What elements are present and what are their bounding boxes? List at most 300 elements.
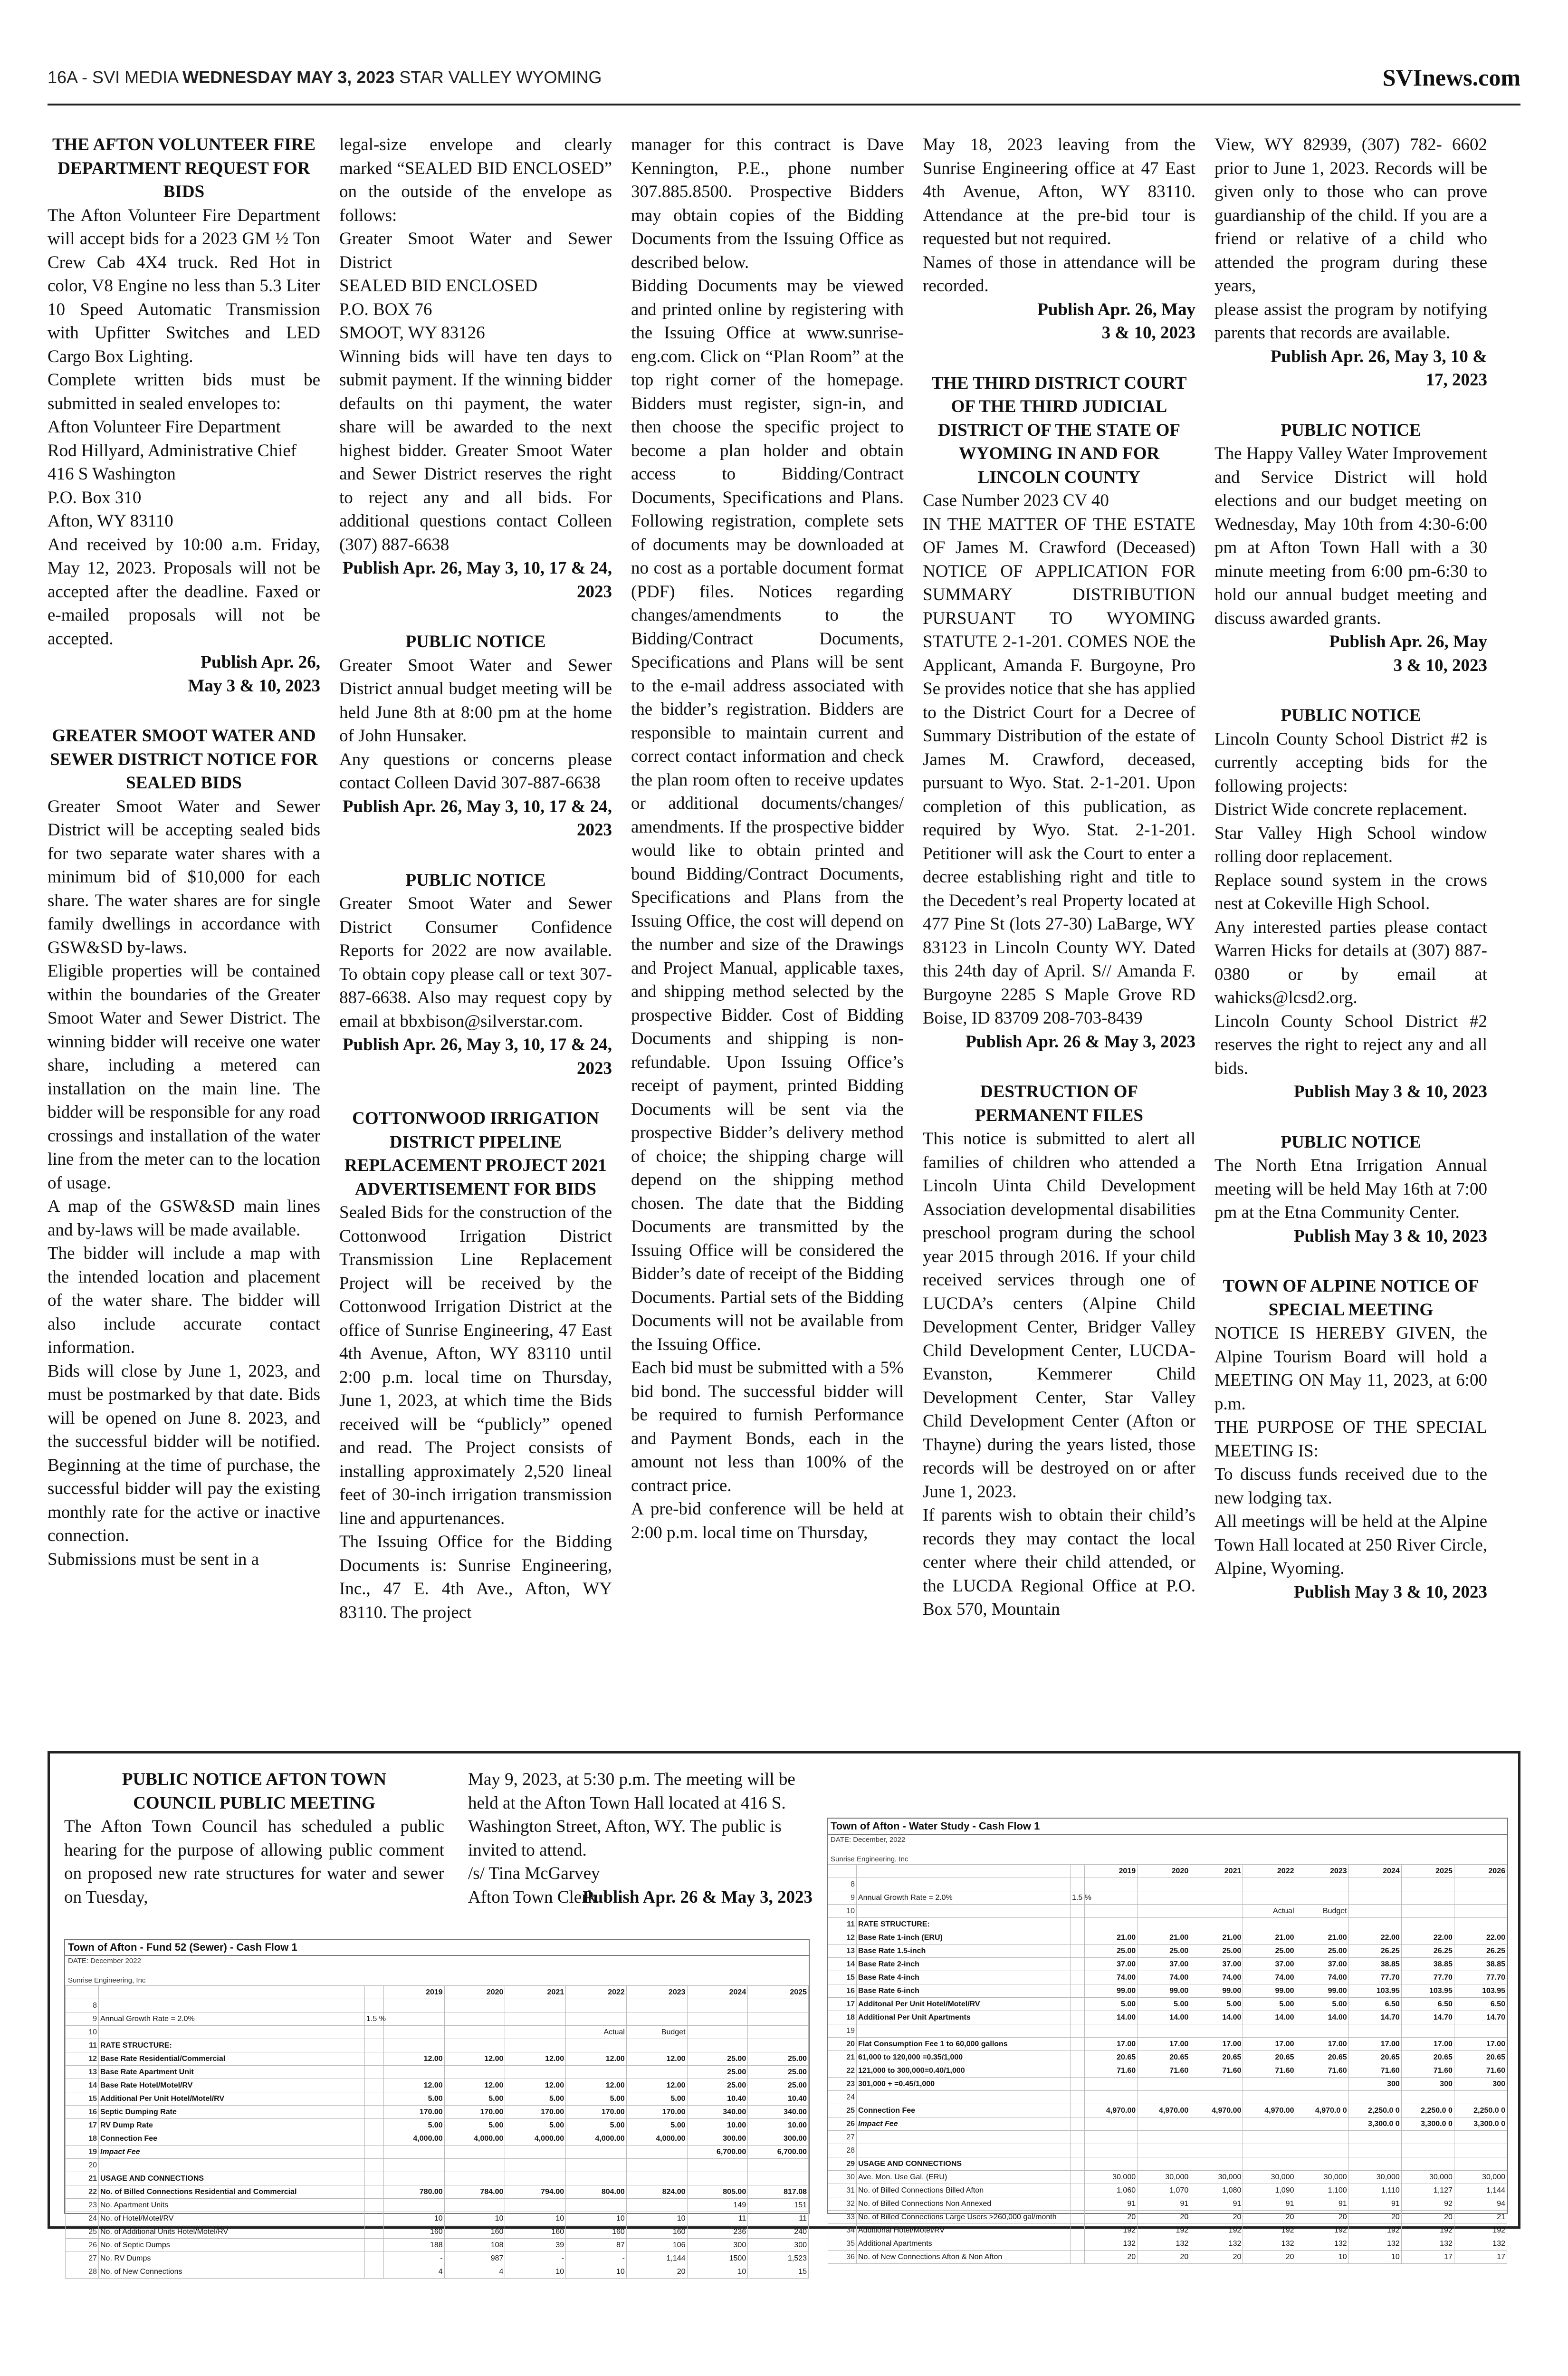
table-cell: [505, 2039, 566, 2052]
table-cell: 170.00: [384, 2106, 445, 2119]
table-cell: 6.50: [1401, 1998, 1454, 2011]
table-cell: 14.00: [1243, 2011, 1296, 2024]
notice-title: PUBLIC NOTICE: [1281, 706, 1421, 725]
row-number: 26: [828, 2117, 857, 2131]
row-label: Connection Fee: [99, 2132, 365, 2146]
row-label: [99, 2159, 365, 2172]
table-cell: [1190, 2024, 1243, 2038]
table-cell: 2,250.0 0: [1401, 2104, 1454, 2117]
row-label: [857, 1878, 1071, 1891]
table-cell: 170.00: [444, 2106, 505, 2119]
table-cell: [748, 2026, 809, 2039]
row-number: 8: [66, 1999, 99, 2012]
publish-line: Publish Apr. 26, May 3, 10, 17 & 24, 2023: [342, 796, 612, 840]
table-cell: 12.00: [444, 2052, 505, 2066]
table-cell: 4,970.00: [1138, 2104, 1190, 2117]
table-cell: 1,060: [1085, 2184, 1138, 2197]
notice-text: SEALED BID ENCLOSED: [339, 276, 538, 296]
table-cell: 10: [1296, 2251, 1348, 2264]
notice-text: The North Etna Irrigation Annual meeting will be held May 16th at 7:00 pm at the Etna Community Center.: [1214, 1156, 1487, 1222]
row-label: [857, 2091, 1071, 2104]
notice-title: COTTONWOOD IRRIGATION DISTRICT PIPELINE REPLACEMENT PROJECT 2021 ADVERTISEMENT FOR BIDS: [344, 1109, 607, 1199]
table-date: DATE: December, 2022: [831, 1836, 906, 1844]
table-cell: [748, 2159, 809, 2172]
row-label: RV Dump Rate: [99, 2119, 365, 2132]
notice-title: TOWN OF ALPINE NOTICE OF SPECIAL MEETING: [1223, 1276, 1479, 1320]
table-cell: 20.65: [1243, 2051, 1296, 2064]
table-cell: 38.85: [1401, 1958, 1454, 1971]
header-site[interactable]: SVInews.com: [1382, 64, 1520, 91]
table-cell: 794.00: [505, 2185, 566, 2199]
table-cell: Budget: [626, 2026, 687, 2039]
row-number: 28: [828, 2144, 857, 2157]
row-label: Additional Per Unit Apartments: [857, 2011, 1071, 2024]
table-cell: 14.00: [1190, 2011, 1243, 2024]
table-cell: [1085, 2117, 1138, 2131]
row-number: 25: [66, 2225, 99, 2239]
table-cell: 30,000: [1243, 2171, 1296, 2184]
table-cell: 17: [1401, 2251, 1454, 2264]
notice-text: A map of the GSW&SD main lines and by-laws will be made available.: [48, 1197, 320, 1240]
table-cell: 14.00: [1138, 2011, 1190, 2024]
row-label: RATE STRUCTURE:: [857, 1918, 1071, 1931]
table-cell: [505, 2159, 566, 2172]
table-cell: 12.00: [566, 2079, 627, 2092]
table-cell: 30,000: [1348, 2171, 1401, 2184]
table-cell: 240: [748, 2225, 809, 2239]
notice-text: To discuss funds received due to the new lodging tax.: [1214, 1465, 1487, 1508]
table-cell: 17.00: [1190, 2038, 1243, 2051]
table-cell: 26.25: [1454, 1945, 1507, 1958]
table-cell: 30,000: [1138, 2171, 1190, 2184]
table-cell: 300.00: [687, 2132, 748, 2146]
row-number: 19: [66, 2146, 99, 2159]
table-cell: 170.00: [566, 2106, 627, 2119]
notice-text: Eligible properties will be contained within the boundaries of the Greater Smoot Water and Sewer District. The winning bidder will receive one water share, including a metered can installation on the main line. The bidder will be responsible for any road crossings and installation of the water line from the meter can to the location of usage.: [48, 961, 320, 1193]
afton-notice-continued: [468, 1768, 813, 1909]
table-cell: [1401, 1878, 1454, 1891]
row-label: Connection Fee: [857, 2104, 1071, 2117]
notice-text: Any interested parties please contact Warren Hicks for details at (307) 887-0380 or by email at wahicks@lcsd2.org.: [1214, 917, 1487, 1007]
notice-text: legal-size envelope and clearly marked “SEALED BID ENCLOSED” on the outside of the envelope as follows:: [339, 135, 612, 225]
water-table-grid: [828, 1864, 1507, 2264]
table-cell: [1348, 2024, 1401, 2038]
publish-line: Publish Apr. 26, May 3 & 10, 2023: [1329, 632, 1487, 675]
table-cell: [1401, 1905, 1454, 1918]
table-cell: 25.00: [1190, 1945, 1243, 1958]
row-label: No. of Billed Connections Residential and Commercial: [99, 2185, 365, 2199]
table-company: Sunrise Engineering, Inc: [68, 1976, 146, 1984]
table-cell: [444, 2026, 505, 2039]
table-cell: [444, 2146, 505, 2159]
table-cell: [444, 1999, 505, 2012]
year-header: 2024: [687, 1986, 748, 1999]
notice-title: PUBLIC NOTICE: [405, 632, 546, 651]
table-row: [828, 2184, 1507, 2197]
table-cell: 21.00: [1243, 1931, 1296, 1945]
table-cell: 6,700.00: [748, 2146, 809, 2159]
table-cell: 3,300.0 0: [1454, 2117, 1507, 2131]
table-cell: 160: [505, 2225, 566, 2239]
table-cell: 12.00: [626, 2052, 687, 2066]
table-cell: 108: [444, 2239, 505, 2252]
notice-text: This notice is submitted to alert all families of children who attended a Lincoln Uinta Child Development Association developmental disabilities preschool program during the school year 2015 through 2016. If your child received services through one of LUCDA’s centers (Alpine Child Development Center, Bridger Valley Child Development Center, LUCDA-Evanston, Kemmerer Child Development Center, Star Valley Child Development Center (Afton or Thayne) during the years listed, those records will be destroyed on or after June 1, 2023.: [923, 1129, 1195, 1502]
notice-text: Names of those in attendance will be recorded.: [923, 252, 1195, 296]
table-cell: 71.60: [1243, 2064, 1296, 2078]
notice-text: The Happy Valley Water Improvement and Service District will hold elections and our budget meeting on Wednesday, May 10th from 4:30-6:00 pm at Afton Town Hall with a 30 minute meeting from 6:00 pm-6:30 to hold our annual budget meeting and discuss awarded grants.: [1214, 444, 1487, 628]
table-cell: [626, 2039, 687, 2052]
table-cell: [1243, 1918, 1296, 1931]
table-cell: [1085, 2131, 1138, 2144]
table-header-row: [66, 1986, 809, 1999]
table-cell: 17.00: [1138, 2038, 1190, 2051]
table-cell: 987: [444, 2252, 505, 2265]
table-cell: 21.00: [1138, 1931, 1190, 1945]
table-cell: [1138, 1905, 1190, 1918]
table-cell: 20.65: [1296, 2051, 1348, 2064]
table-cell: 20: [1296, 2211, 1348, 2224]
table-row: [66, 2185, 809, 2199]
row-label: 301,000 + =0.45/1,000: [857, 2078, 1071, 2091]
table-cell: 300: [687, 2239, 748, 2252]
table-cell: 192: [1190, 2224, 1243, 2237]
table-cell: [1085, 1891, 1138, 1905]
table-cell: Actual: [1243, 1905, 1296, 1918]
table-cell: -: [566, 2252, 627, 2265]
table-cell: 1,110: [1348, 2184, 1401, 2197]
row-number: 19: [828, 2024, 857, 2038]
table-cell: [1401, 2157, 1454, 2171]
notice-text: 416 S Washington: [48, 464, 176, 484]
table-cell: 25.00: [687, 2066, 748, 2079]
notice-text: Any questions or concerns please contact Colleen David 307-887-6638: [339, 749, 612, 793]
notice-text: IN THE MATTER OF THE ESTATE OF James M. Crawford (Deceased) NOTICE OF APPLICATION FOR SUMMARY DISTRIBUTION PURSUANT TO WYOMING STATUTE 2-1-201. COMES NOE the Applicant, Amanda F. Burgoyne, Pro Se provides notice that she has applied to the District Court for a Decree of Summary Distribution of the estate of James M. Crawford, deceased, pursuant to Wyo. Stat. 2-1-201. Upon completion of this publication, as required by Wyo. Stat. 2-1-201. Petitioner will ask the Court to enter a decree establishing right and title to the Decedent’s real Property located at 477 Pine St (lots 27-30) LaBarge, WY 83123 in Lincoln County WY. Dated this 24th day of April. S// Amanda F. Burgoyne 2285 S Maple Grove RD Boise, ID 83709 208-703-8439: [923, 514, 1195, 1028]
table-row: [828, 1905, 1507, 1918]
table-cell: 10: [687, 2265, 748, 2279]
notice-text: Afton Town Clerk: [468, 1887, 597, 1907]
table-cell: 192: [1243, 2224, 1296, 2237]
table-cell: 25.00: [687, 2079, 748, 2092]
table-cell: 5.00: [1190, 1998, 1243, 2011]
notice-text: P.O. Box 310: [48, 488, 142, 508]
afton-notice-box: [48, 1751, 1520, 2276]
table-cell: 4,970.0 0: [1296, 2104, 1348, 2117]
table-cell: [444, 2012, 505, 2026]
row-number: 21: [66, 2172, 99, 2185]
table-cell: [1296, 2131, 1348, 2144]
row-number: 34: [828, 2224, 857, 2237]
row-label: No. of Additional Units Hotel/Motel/RV: [99, 2225, 365, 2239]
table-cell: [1296, 2117, 1348, 2131]
table-cell: [1085, 2091, 1138, 2104]
table-cell: 20: [626, 2265, 687, 2279]
row-number: 22: [66, 2185, 99, 2199]
table-cell: 10.00: [687, 2119, 748, 2132]
table-cell: 1,100: [1296, 2184, 1348, 2197]
table-cell: 3,300.0 0: [1401, 2117, 1454, 2131]
table-cell: 170.00: [626, 2106, 687, 2119]
table-cell: 5.00: [1085, 1998, 1138, 2011]
table-cell: 132: [1348, 2237, 1401, 2251]
table-cell: [1190, 2117, 1243, 2131]
table-cell: 77.70: [1348, 1971, 1401, 1984]
table-cell: 5.00: [505, 2119, 566, 2132]
row-number: 13: [828, 1945, 857, 1958]
table-cell: [1401, 2131, 1454, 2144]
row-label: Additional Apartments: [857, 2237, 1071, 2251]
table-cell: 74.00: [1296, 1971, 1348, 1984]
row-number: 14: [66, 2079, 99, 2092]
table-cell: 71.60: [1190, 2064, 1243, 2078]
notice-text: District Wide concrete replacement.: [1214, 800, 1468, 819]
year-header: 2019: [1085, 1865, 1138, 1878]
table-cell: 20: [1243, 2211, 1296, 2224]
table-cell: 5.00: [566, 2092, 627, 2106]
table-cell: 10: [444, 2212, 505, 2225]
table-cell: [626, 2146, 687, 2159]
table-cell: 236: [687, 2225, 748, 2239]
row-label: Base Rate 6-inch: [857, 1984, 1071, 1998]
row-label: Base Rate 1-inch (ERU): [857, 1931, 1071, 1945]
notice-text: The bidder will include a map with the intended location and placement of the water share. The bidder will also include accurate contact information.: [48, 1244, 320, 1357]
table-cell: 30,000: [1401, 2171, 1454, 2184]
table-cell: 20: [1138, 2251, 1190, 2264]
table-cell: 1,070: [1138, 2184, 1190, 2197]
table-cell: 91: [1085, 2197, 1138, 2211]
table-cell: 1,523: [748, 2252, 809, 2265]
table-cell: 5.00: [626, 2092, 687, 2106]
table-cell: 192: [1348, 2224, 1401, 2237]
notice-text: Case Number 2023 CV 40: [923, 491, 1109, 510]
table-cell: 192: [1454, 2224, 1507, 2237]
table-cell: 91: [1138, 2197, 1190, 2211]
table-row: [66, 2039, 809, 2052]
table-cell: [505, 1999, 566, 2012]
year-header: 2025: [1401, 1865, 1454, 1878]
table-cell: 3,300.0 0: [1348, 2117, 1401, 2131]
table-row: 9 Annual Growth Rate = 2.0% 1.5 %: [66, 2012, 809, 2026]
notice-text: Greater Smoot Water and Sewer District annual budget meeting will be held June 8th at 8:00 pm at the home of John Hunsaker.: [339, 655, 612, 746]
table-cell: 4,000.00: [444, 2132, 505, 2146]
table-row: [66, 2026, 809, 2039]
table-cell: 77.70: [1401, 1971, 1454, 1984]
table-cell: 91: [1243, 2197, 1296, 2211]
table-cell: [566, 1999, 627, 2012]
publish-line: Publish Apr. 26 & May 3, 2023: [966, 1032, 1195, 1052]
table-cell: [1348, 1891, 1401, 1905]
table-cell: 4: [444, 2265, 505, 2279]
notice-title: PUBLIC NOTICE AFTON TOWN COUNCIL PUBLIC MEETING: [122, 1770, 387, 1813]
table-cell: [748, 2172, 809, 2185]
table-cell: 99.00: [1243, 1984, 1296, 1998]
table-cell: 99.00: [1085, 1984, 1138, 1998]
row-number: 26: [66, 2239, 99, 2252]
table-cell: 30,000: [1296, 2171, 1348, 2184]
row-number: 30: [828, 2171, 857, 2184]
table-row: [828, 1945, 1507, 1958]
table-cell: 26.25: [1348, 1945, 1401, 1958]
table-cell: 30,000: [1085, 2171, 1138, 2184]
row-number: 10: [66, 2026, 99, 2039]
table-cell: 132: [1190, 2237, 1243, 2251]
table-cell: 780.00: [384, 2185, 445, 2199]
notice-text: Greater Smoot Water and Sewer District will be accepting sealed bids for two separate water shares with a minimum bid of $10,000 for each share. The water shares are for single family dwellings in accordance with GSW&SD by-laws.: [48, 796, 320, 958]
notice-text: The Afton Volunteer Fire Department will accept bids for a 2023 GM ½ Ton Crew Cab 4X4 truck. Red Hot in color, V8 Engine no less than 5.3 Liter 10 Speed Automatic Transmission with Upfitter Switches and LED Cargo Box Lighting.: [48, 205, 320, 366]
table-cell: 151: [748, 2199, 809, 2212]
row-label: USAGE AND CONNECTIONS: [857, 2157, 1071, 2171]
row-label: No. of Septic Dumps: [99, 2239, 365, 2252]
table-cell: [444, 2039, 505, 2052]
table-cell: [1348, 1878, 1401, 1891]
table-cell: 14.70: [1348, 2011, 1401, 2024]
table-cell: 17: [1454, 2251, 1507, 2264]
row-label: Flat Consumption Fee 1 to 60,000 gallons: [857, 2038, 1071, 2051]
table-row: [66, 2092, 809, 2106]
table-cell: [1190, 1878, 1243, 1891]
table-cell: [626, 2066, 687, 2079]
table-cell: [384, 2012, 445, 2026]
row-number: 17: [828, 1998, 857, 2011]
table-cell: 784.00: [444, 2185, 505, 2199]
table-cell: 20: [1190, 2211, 1243, 2224]
table-cell: 5.00: [384, 2119, 445, 2132]
table-cell: 17.00: [1296, 2038, 1348, 2051]
table-cell: [626, 2199, 687, 2212]
row-number: 12: [828, 1931, 857, 1945]
table-cell: 20: [1085, 2211, 1138, 2224]
notice-text: Bidding Documents may be viewed and printed online by registering with the Issuing Office at www.sunrise-eng.com. Click on “Plan Room” at the top right corner of the homepage. Bidders must register, sign-in, and then choose the specific project to become a plan holder and obtain access to Bidding/Contract Documents, Specifications and Plans. Following registration, complete sets of documents may be downloaded at no cost as a portable document format (PDF) files. Notices regarding changes/amendments to the Bidding/Contract Documents, Specifications and Plans will be sent to the e-mail address associated with the bidder’s registration. Bidders are responsible to maintain current and correct contact information and check the plan room often to receive updates or additional documents/changes/ amendments. If the prospective bidder would like to obtain printed and bound Bidding/Contract Documents, Specifications and Plans from the Issuing Office, the cost will depend on the number and size of the Drawings and Project Manual, applicable taxes, and shipping method selected by the prospective Bidder. Cost of Bidding Documents and shipping is non-refundable. Upon Issuing Office’s receipt of payment, printed Bidding Documents will be sent via the prospective Bidder’s delivery method of choice; the shipping charge will depend on the shipping method chosen. The date that the Bidding Documents are transmitted by the Issuing Office will be considered the Bidder’s date of receipt of the Bidding Documents. Partial sets of the Bidding Documents will not be available from the Issuing Office.: [631, 276, 904, 1354]
table-cell: Budget: [1296, 1905, 1348, 1918]
table-cell: 805.00: [687, 2185, 748, 2199]
column-2: [339, 133, 612, 1624]
table-cell: 20: [1243, 2251, 1296, 2264]
row-number: 15: [66, 2092, 99, 2106]
row-number: 35: [828, 2237, 857, 2251]
publish-line: Publish May 3 & 10, 2023: [1293, 1226, 1487, 1246]
table-cell: 20.65: [1085, 2051, 1138, 2064]
table-cell: 20: [1190, 2251, 1243, 2264]
notice-text: NOTICE IS HEREBY GIVEN, the Alpine Tourism Board will hold a MEETING ON May 11, 2023, at 6:00 p.m.: [1214, 1323, 1487, 1414]
notice-text: please assist the program by notifying parents that records are available.: [1214, 299, 1487, 343]
row-label: No. of New Connections: [99, 2265, 365, 2279]
row-number: 27: [66, 2252, 99, 2265]
table-cell: [1085, 1878, 1138, 1891]
table-row: [66, 2119, 809, 2132]
notice-text: If parents wish to obtain their child’s records they may contact the local center where their child attended, or the LUCDA Regional Office at P.O. Box 570, Mountain: [923, 1505, 1195, 1619]
table-cell: 4,970.00: [1190, 2104, 1243, 2117]
table-cell: [687, 2039, 748, 2052]
row-label: 61,000 to 120,000 =0.35/1,000: [857, 2051, 1071, 2064]
table-row: [66, 2239, 809, 2252]
publish-line: Publish Apr. 26, May 3, 10 & 17, 2023: [1270, 346, 1487, 390]
year-header: 2025: [748, 1986, 809, 1999]
sewer-table-grid: [65, 1985, 809, 2279]
table-cell: [566, 2012, 627, 2026]
notice-text: Sealed Bids for the construction of the Cottonwood Irrigation District Transmission Line Replacement Project will be received by the Cottonwood Irrigation District at the office of Sunrise Engineering, 47 East 4th Avenue, Afton, WY 83110 until 2:00 p.m. local time on Thursday, June 1, 2023, at which time the Bids received will be “publicly” opened and read. The Project consists of installing approximately 2,520 lineal feet of 30-inch irrigation transmission line and appurtenances.: [339, 1203, 612, 1528]
publish-line: Publish May 3 & 10, 2023: [1293, 1582, 1487, 1602]
table-cell: [444, 2172, 505, 2185]
table-cell: 10: [566, 2212, 627, 2225]
table-cell: [1243, 2131, 1296, 2144]
notice-text: Winning bids will have ten days to submit payment. If the winning bidder defaults on thi payment, the water share will be awarded to the next highest bidder. Greater Smoot Water and Sewer District reserves the right to reject any and all bids. For additional questions contact Colleen (307) 887-6638: [339, 346, 612, 555]
row-label: [99, 1999, 365, 2012]
notice-text: May 9, 2023, at 5:30 p.m. The meeting will be held at the Afton Town Hall located at 416 S. Washington Street, Afton, WY. The public is invited to attend.: [468, 1770, 795, 1860]
table-row: 9 Annual Growth Rate = 2.0% 1.5 %: [828, 1891, 1507, 1905]
table-cell: [505, 2172, 566, 2185]
year-header: 2020: [444, 1986, 505, 1999]
table-cell: 20: [1401, 2211, 1454, 2224]
table-cell: [626, 2012, 687, 2026]
table-row: [66, 2079, 809, 2092]
table-cell: 99.00: [1138, 1984, 1190, 1998]
row-number: 10: [828, 1905, 857, 1918]
publish-line: Publish Apr. 26, May 3 & 10, 2023: [188, 652, 320, 696]
table-row: [66, 2106, 809, 2119]
year-header: 2023: [626, 1986, 687, 1999]
table-row: [828, 2144, 1507, 2157]
table-cell: [1190, 1891, 1243, 1905]
table-cell: 74.00: [1138, 1971, 1190, 1984]
table-cell: 74.00: [1190, 1971, 1243, 1984]
table-cell: 99.00: [1296, 1984, 1348, 1998]
table-row: [828, 2078, 1507, 2091]
table-cell: 2,250.0 0: [1348, 2104, 1401, 2117]
row-label: [857, 2144, 1071, 2157]
row-number: 22: [828, 2064, 857, 2078]
table-row: [828, 1971, 1507, 1984]
table-cell: 132: [1296, 2237, 1348, 2251]
table-cell: 5.00: [444, 2092, 505, 2106]
row-number: 28: [66, 2265, 99, 2279]
table-row: [828, 1878, 1507, 1891]
table-cell: [1190, 2131, 1243, 2144]
table-cell: 91: [1296, 2197, 1348, 2211]
table-cell: 71.60: [1085, 2064, 1138, 2078]
table-cell: [748, 1999, 809, 2012]
table-row: [66, 2252, 809, 2265]
table-cell: [505, 2146, 566, 2159]
row-number: 9: [828, 1891, 857, 1905]
table-cell: 300.00: [748, 2132, 809, 2146]
table-row: [66, 2066, 809, 2079]
table-cell: 5.00: [626, 2119, 687, 2132]
table-cell: [1401, 2091, 1454, 2104]
table-row: [828, 2051, 1507, 2064]
table-row: [66, 2212, 809, 2225]
publish-line: Publish Apr. 26, May 3, 10, 17 & 24, 2023: [342, 558, 612, 602]
table-cell: 1,080: [1190, 2184, 1243, 2197]
table-cell: 132: [1401, 2237, 1454, 2251]
notice-text: P.O. BOX 76: [339, 299, 432, 319]
table-cell: [1085, 2144, 1138, 2157]
table-cell: [384, 2066, 445, 2079]
table-cell: [626, 1999, 687, 2012]
table-cell: [1454, 2157, 1507, 2171]
row-number: 8: [828, 1878, 857, 1891]
table-cell: Actual: [566, 2026, 627, 2039]
table-cell: 37.00: [1243, 1958, 1296, 1971]
table-cell: 37.00: [1085, 1958, 1138, 1971]
table-row: [828, 2104, 1507, 2117]
table-cell: [1243, 2091, 1296, 2104]
table-row: [828, 2211, 1507, 2224]
row-label: Base Rate Residential/Commercial: [99, 2052, 365, 2066]
table-cell: [1190, 1905, 1243, 1918]
table-cell: 11: [687, 2212, 748, 2225]
row-label: Additional Per Unit Hotel/Motel/RV: [99, 2092, 365, 2106]
table-cell: 4,970.00: [1243, 2104, 1296, 2117]
notice-title: THE THIRD DISTRICT COURT OF THE THIRD JUDICIAL DISTRICT OF THE STATE OF WYOMING IN AND FOR LINCOLN COUNTY: [931, 373, 1187, 487]
